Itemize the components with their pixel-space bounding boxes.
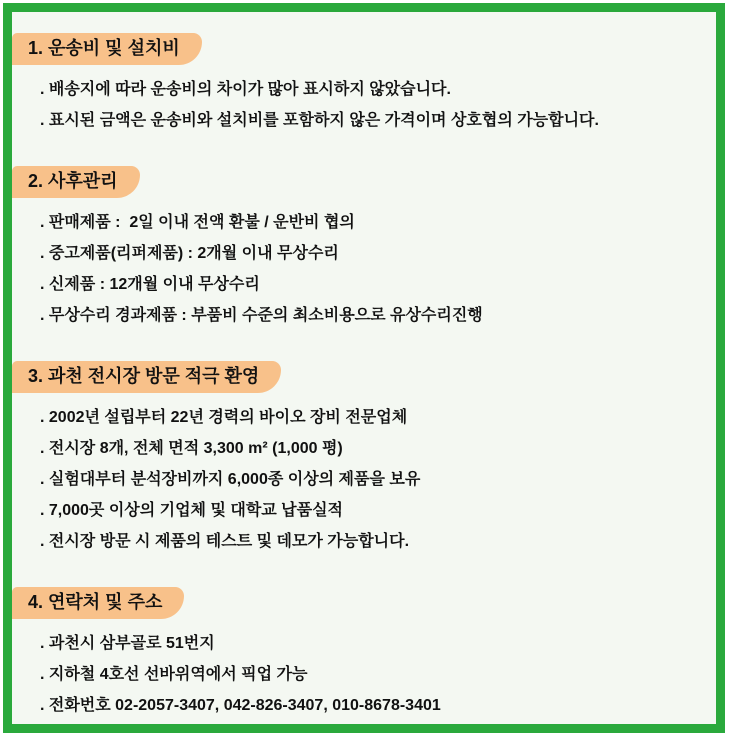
section-contact (12, 587, 716, 721)
bullet-item: . 전화번호 02-2057-3407, 042-826-3407, 010-8678-3401 (40, 697, 441, 714)
bullet-item: . 지하철 4호선 선바위역에서 픽업 가능 (40, 666, 308, 683)
bullet-item: . 2002년 설립부터 22년 경력의 바이오 장비 전문업체 (40, 409, 408, 426)
bullet-item: . 판매제품 : 2일 이내 전액 환불 / 운반비 협의 (40, 214, 355, 231)
section-title-badge: 1. 운송비 및 설치비 (12, 33, 202, 65)
section-bullets (12, 393, 716, 557)
section-title-badge: 4. 연락처 및 주소 (12, 587, 184, 619)
section-bullets (12, 198, 716, 331)
bullet-item: . 배송지에 따라 운송비의 차이가 많아 표시하지 않았습니다. (40, 81, 451, 98)
section-bullets (12, 65, 716, 136)
section-title-badge: 3. 과천 전시장 방문 적극 환영 (12, 361, 281, 393)
section-showroom (12, 361, 716, 557)
notice-panel (3, 3, 725, 733)
bullet-item: . 신제품 : 12개월 이내 무상수리 (40, 276, 260, 293)
bullet-item: . 무상수리 경과제품 : 부품비 수준의 최소비용으로 유상수리진행 (40, 307, 483, 324)
bullet-item: . 전시장 8개, 전체 면적 3,300 m² (1,000 평) (40, 440, 343, 457)
section-bullets (12, 619, 716, 721)
bullet-item: . 7,000곳 이상의 기업체 및 대학교 납품실적 (40, 502, 343, 519)
section-title-badge: 2. 사후관리 (12, 166, 140, 198)
bullet-item: . 과천시 삼부골로 51번지 (40, 635, 215, 652)
bullet-item: . 실험대부터 분석장비까지 6,000종 이상의 제품을 보유 (40, 471, 421, 488)
section-shipping (12, 33, 716, 136)
bullet-item: . 전시장 방문 시 제품의 테스트 및 데모가 가능합니다. (40, 533, 410, 550)
bullet-item: . 중고제품(리퍼제품) : 2개월 이내 무상수리 (40, 245, 339, 262)
section-after-sales (12, 166, 716, 331)
bullet-item: . 표시된 금액은 운송비와 설치비를 포함하지 않은 가격이며 상호협의 가능합니다. (40, 112, 599, 129)
